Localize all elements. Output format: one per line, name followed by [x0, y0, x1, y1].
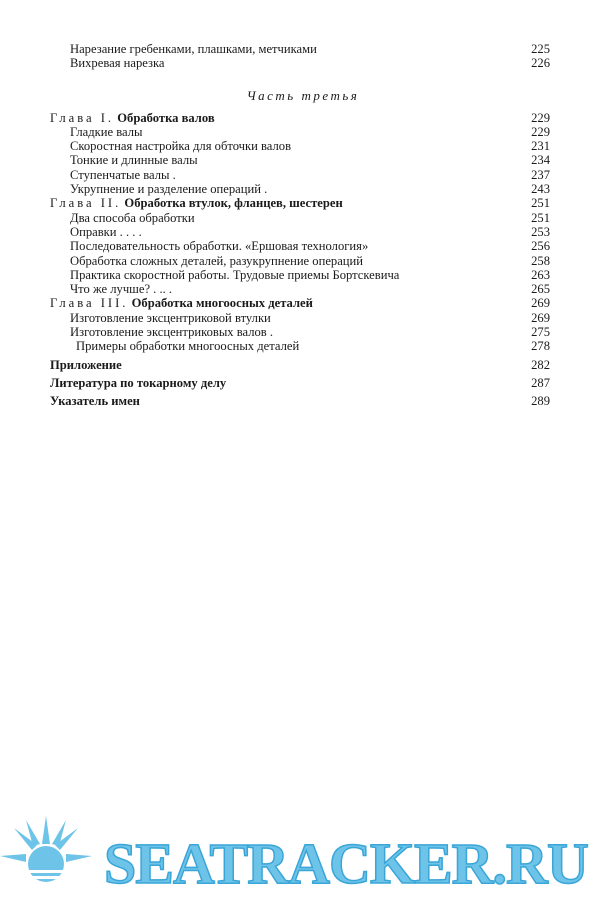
toc-entry	[50, 225, 550, 239]
toc-entry	[50, 42, 550, 56]
toc-entry-page: 258	[531, 253, 550, 268]
appendix-page: 282	[531, 357, 550, 372]
table-of-contents	[50, 42, 550, 409]
toc-entry-page: 243	[531, 182, 550, 197]
toc-entry-page: 256	[531, 239, 550, 254]
toc-entry-page: 278	[531, 339, 550, 354]
sun-logo-icon	[0, 812, 100, 906]
chapter-heading-text	[50, 196, 343, 210]
toc-entry-title: Укрупнение и разделение операций .	[70, 182, 268, 197]
toc-entry-page: 275	[531, 325, 550, 340]
toc-entry-title: Скоростная настройка для обточки валов	[70, 139, 292, 154]
toc-entry-title: Тонкие и длинные валы	[70, 153, 198, 168]
chapter-label: Глава II.	[50, 196, 122, 211]
toc-entry-title: Что же лучше? . .. .	[70, 282, 173, 297]
appendix-entry	[50, 394, 550, 408]
appendix-entry	[50, 358, 550, 372]
chapter-title: Обработка втулок, фланцев, шестерен	[124, 196, 343, 211]
chapter-heading-text	[50, 111, 215, 125]
toc-entry	[50, 282, 550, 296]
chapter-label: Глава III.	[50, 296, 129, 311]
chapter-heading	[50, 196, 550, 210]
chapter-heading-text	[50, 296, 313, 310]
appendix-title: Приложение	[50, 357, 122, 372]
toc-entry-page: 237	[531, 167, 550, 182]
toc-entry-title: Изготовление эксцентриковых валов .	[70, 325, 274, 340]
appendix-page: 289	[531, 394, 550, 409]
toc-entry-title: Практика скоростной работы. Трудовые приемы Бортскевича	[70, 267, 400, 282]
toc-entry	[50, 325, 550, 339]
chapter-title: Обработка валов	[117, 110, 215, 125]
chapter-page: 269	[531, 296, 550, 311]
chapter-page: 229	[531, 110, 550, 125]
appendix-entry	[50, 376, 550, 390]
toc-entry-page: 265	[531, 282, 550, 297]
toc-entry	[50, 268, 550, 282]
appendix-title: Указатель имен	[50, 394, 140, 409]
toc-entry-title: Примеры обработки многоосных деталей	[76, 339, 300, 354]
toc-entry-page: 253	[531, 224, 550, 239]
appendix-title: Литература по токарному делу	[50, 375, 227, 390]
appendix-page: 287	[531, 375, 550, 390]
toc-entry	[50, 239, 550, 253]
chapter-title: Обработка многоосных деталей	[131, 296, 313, 311]
toc-entry-page: 229	[531, 124, 550, 139]
toc-entry	[50, 211, 550, 225]
toc-entry	[50, 254, 550, 268]
toc-entry-title: Обработка сложных деталей, разукрупнение операций	[70, 253, 364, 268]
toc-entry-title: Ступенчатые валы .	[70, 167, 176, 182]
toc-entry-title: Нарезание гребенками, плашками, метчиками	[70, 42, 317, 56]
chapter-label: Глава I.	[50, 110, 115, 125]
toc-entry-title: Изготовление эксцентриковой втулки	[70, 310, 271, 325]
toc-entry	[50, 339, 550, 353]
toc-entry-title: Оправки . . . .	[70, 224, 142, 239]
toc-entry	[50, 182, 550, 196]
toc-entry-title: Последовательность обработки. «Ершовая технология»	[70, 239, 369, 254]
chapter-heading	[50, 296, 550, 310]
toc-entry-page: 269	[531, 310, 550, 325]
toc-entry-page: 263	[531, 267, 550, 282]
toc-entry-page: 251	[531, 210, 550, 225]
chapter-heading	[50, 111, 550, 125]
toc-entry-title: Два способа обработки	[70, 210, 195, 225]
toc-entry	[50, 153, 550, 167]
toc-entry	[50, 311, 550, 325]
watermark	[0, 812, 600, 906]
toc-entry	[50, 56, 550, 70]
toc-entry-page: 226	[531, 56, 550, 71]
part-heading: Часть третья	[246, 87, 360, 103]
toc-entry-page: 231	[531, 139, 550, 154]
toc-entry-page: 234	[531, 153, 550, 168]
chapter-page: 251	[531, 196, 550, 211]
toc-entry-title: Вихревая нарезка	[70, 56, 165, 71]
toc-entry-page: 225	[531, 42, 550, 56]
watermark-text: SEATRACKER.RU	[104, 831, 588, 896]
toc-entry	[50, 125, 550, 139]
toc-entry	[50, 139, 550, 153]
toc-entry	[50, 168, 550, 182]
toc-entry-title: Гладкие валы	[70, 124, 143, 139]
